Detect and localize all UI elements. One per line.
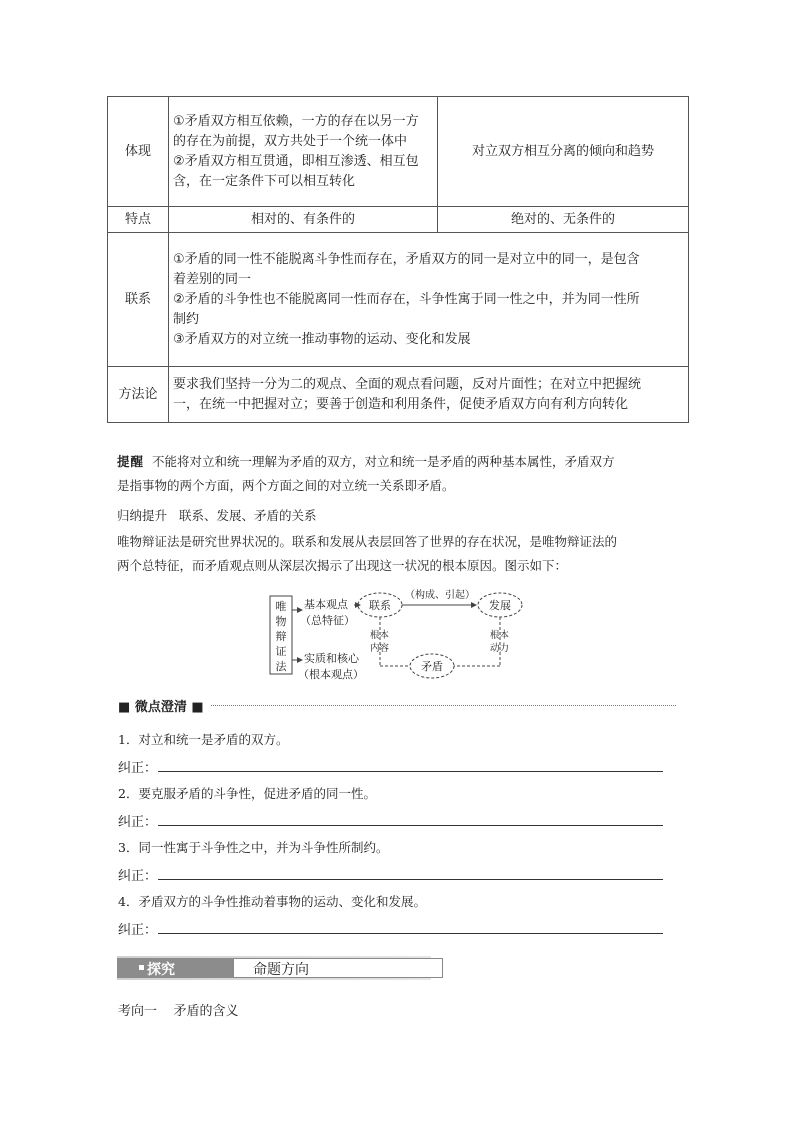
cell-line: ③矛盾双方的对立统一推动事物的运动、变化和发展 (173, 331, 471, 347)
v-char: 法 (275, 660, 287, 673)
lianxi-text: 联系 (369, 599, 391, 612)
cell-line: 的存在为前提，双方共处于一个统一体中 (173, 133, 408, 149)
cell-line: 着差别的同一 (173, 271, 252, 287)
left-label: 内容 (370, 643, 390, 654)
banner-left: 探究 (147, 962, 175, 978)
summary-text: 两个总特征，而矛盾观点则从深层次揭示了出现这一状况的根本原因。图示如下： (117, 558, 568, 573)
answer-line[interactable] (158, 771, 663, 772)
row-label: 联系 (108, 233, 169, 367)
clarify-item: 2．要克服矛盾的斗争性，促进矛盾的同一性。 (118, 786, 376, 801)
banner-right: 命题方向 (253, 962, 309, 978)
fazhan-text: 发展 (489, 599, 511, 612)
struggle-feature: 绝对的、无条件的 (438, 207, 689, 233)
arrow-top-label: （构成、引起） (405, 590, 475, 601)
v-char: 唯 (275, 600, 287, 613)
cell-line: 一，在统一中把握对立；要善于创造和利用条件，促使矛盾双方向有利方向转化 (173, 396, 629, 412)
relation-diagram (262, 586, 542, 686)
clarify-title-text: 微点澄清 (134, 700, 187, 715)
relation-cell (169, 233, 689, 367)
v-char: 辩 (275, 630, 287, 643)
identity-feature: 相对的、有条件的 (169, 207, 438, 233)
row-label: 体现 (108, 97, 169, 207)
core-label: 实质和核心 (304, 652, 359, 665)
contradiction-table (107, 96, 689, 423)
right-label: 动力 (490, 643, 510, 654)
summary-text: 唯物辩证法是研究世界状况的。联系和发展从表层回答了世界的存在状况，是唯物辩证法的 (117, 534, 618, 549)
tip-text: 是指事物的两个方面，两个方面之间的对立统一关系即矛盾。 (117, 478, 455, 493)
cell-line: ②矛盾的斗争性也不能脱离同一性而存在，斗争性寓于同一性之中，并为同一性所 (173, 291, 640, 307)
maodun-text: 矛盾 (421, 660, 443, 673)
cell-line: 制约 (173, 311, 200, 327)
clarify-item: 1．对立和统一是矛盾的双方。 (118, 732, 289, 747)
summary-label: 归纳提升 (117, 508, 168, 523)
cell-line: ①矛盾双方相互依赖，一方的存在以另一方 (173, 113, 419, 129)
fix-label: 纠正： (118, 815, 158, 830)
basic-label: 基本观点 (304, 598, 348, 611)
summary-paragraph (117, 530, 677, 578)
row-label: 特点 (108, 207, 169, 233)
row-label: 方法论 (108, 367, 169, 423)
v-char: 物 (275, 615, 287, 628)
clarify-item: 3．同一性寓于斗争性之中，并为斗争性所制约。 (118, 840, 389, 855)
explore-banner (117, 956, 431, 980)
cell-line: ①矛盾的同一性不能脱离斗争性而存在，矛盾双方的同一是对立中的同一，是包含 (173, 251, 640, 267)
right-label: 根本 (490, 630, 510, 641)
direction-heading (118, 1000, 239, 1019)
tip-label: 提醒 (117, 454, 145, 469)
summary-title: 联系、发展、矛盾的关系 (178, 508, 317, 523)
basic-sub: （总特征） (300, 614, 355, 627)
direction-title: 矛盾的含义 (173, 1004, 239, 1019)
direction-label: 考向一 (118, 1004, 158, 1019)
left-label: 根本 (370, 630, 390, 641)
tip-text: 不能将对立和统一理解为矛盾的双方，对立和统一是矛盾的两种基本属性，矛盾双方 (151, 454, 615, 469)
fix-label: 纠正： (118, 761, 158, 776)
square-icon (139, 965, 144, 970)
identity-cell (169, 97, 438, 207)
summary-heading (117, 504, 677, 528)
answer-line[interactable] (158, 879, 663, 880)
cell-line: 要求我们坚持一分为二的观点、全面的观点看问题，反对片面性；在对立中把握统 (173, 376, 642, 392)
fix-label: 纠正： (118, 923, 158, 938)
core-sub: （根本观点） (298, 668, 364, 681)
cell-line: ②矛盾双方相互贯通，即相互渗透、相互包 (173, 153, 419, 169)
answer-line[interactable] (158, 825, 663, 826)
method-cell (169, 367, 689, 423)
clarify-item: 4．矛盾双方的斗争性推动着事物的运动、变化和发展。 (118, 894, 426, 909)
clarify-title: ■ 微点澄清 ■ (118, 696, 210, 715)
cell-line: 含，在一定条件下可以相互转化 (173, 173, 356, 189)
tip-paragraph (117, 450, 677, 498)
struggle-cell: 对立双方相互分离的倾向和趋势 (438, 97, 689, 207)
v-char: 证 (275, 645, 287, 658)
answer-line[interactable] (158, 933, 663, 934)
fix-label: 纠正： (118, 869, 158, 884)
